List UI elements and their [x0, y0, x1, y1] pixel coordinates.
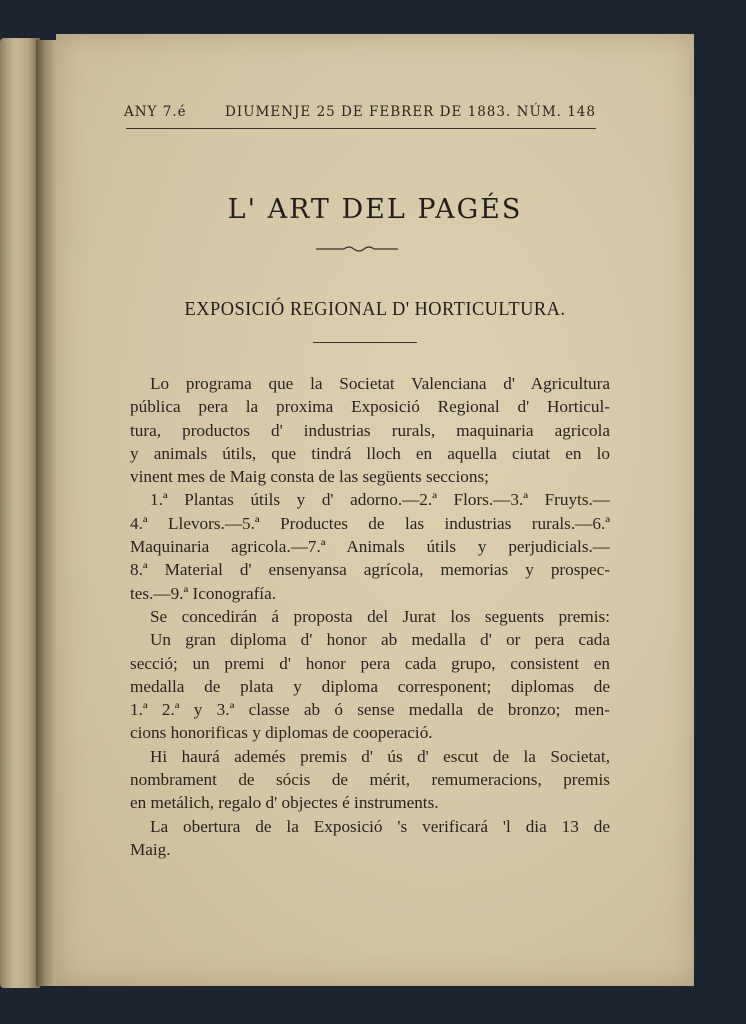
header-year: ANY 7.é — [124, 104, 187, 120]
text-line: secció; un premi d' honor pera cada grupo, consistent en — [130, 653, 610, 673]
text-line: cions honorificas y diplomas de cooperació. — [130, 723, 433, 743]
article-body — [130, 372, 610, 861]
text-line: medalla de plata y diploma corresponent; diplomas de — [130, 676, 610, 696]
header-issue-number: NÚM. 148 — [516, 104, 596, 120]
heading-rule — [313, 342, 417, 343]
text-line: vinent mes de Maig consta de las següents seccions; — [130, 467, 489, 487]
text-line: Hi haurá ademés premis d' ús d' escut de la Societat, — [150, 746, 610, 766]
text-line: en metálich, regalo d' objectes é instruments. — [130, 793, 439, 813]
journal-title: L' ART DEL PAGÉS — [227, 194, 523, 225]
text-line: 4.ª Llevors.—5.ª Productes de las industrias rurals.—6.ª — [130, 513, 610, 533]
text-line: Maig. — [130, 839, 171, 859]
header-rule — [126, 128, 596, 129]
page-header — [124, 104, 596, 126]
text-line: tura, productos d' industrias rurals, maquinaria agricola — [130, 420, 610, 440]
text-line: pública pera la proxima Exposició Regional d' Horticul- — [130, 397, 610, 417]
text-line: Lo programa que la Societat Valenciana d' Agricultura — [150, 374, 610, 393]
text-line: Se concedirán á proposta del Jurat los seguents premis: — [150, 606, 610, 626]
decorative-ornament — [316, 244, 398, 254]
text-line: tes.—9.ª Iconografía. — [130, 583, 277, 603]
text-line: nombrament de sócis de mérit, remumeracions, premis — [130, 770, 610, 790]
text-line: La obertura de la Exposició 's verificará 'l dia 13 de — [150, 816, 610, 836]
text-line: Maquinaria agricola.—7.ª Animals útils y perjudicials.— — [130, 537, 610, 557]
text-line: 8.ª Material d' ensenyansa agrícola, memorias y prospec- — [130, 560, 610, 580]
article-heading: EXPOSICIÓ REGIONAL D' HORTICULTURA. — [184, 298, 566, 320]
text-line: 1.ª Plantas útils y d' adorno.—2.ª Flors.—3.ª Fruyts.— — [150, 490, 610, 510]
text-line: 1.ª 2.ª y 3.ª classe ab ó sense medalla de bronzo; men- — [130, 700, 610, 720]
adjacent-page-edge — [0, 38, 40, 988]
journal-page — [56, 34, 694, 986]
header-date: DIUMENJE 25 DE FEBRER DE 1883. — [225, 104, 512, 120]
text-line: Un gran diploma d' honor ab medalla d' or pera cada — [150, 630, 610, 650]
text-line: y animals útils, que tindrá lloch en aquella ciutat en lo — [130, 443, 610, 463]
